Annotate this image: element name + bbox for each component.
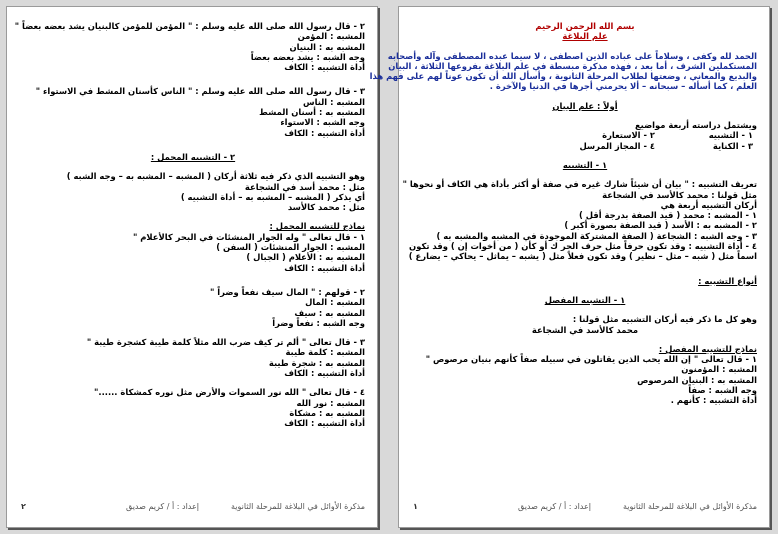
text-line: أي يذكر ( المشبه – المشبه به – أداة التشبيه ) (180, 191, 365, 202)
text-line: ويشتمل دراسته أربعة مواضيع (634, 120, 757, 131)
text-line: وهو كل ما ذكر فيه أركان التشبيه مثل قولنا : (572, 314, 757, 325)
text-line: ١ - قال تعالى " إن الله يحب الذين يقاتلون في سبيله صفاً كأنهم بنيان مرصوص " (425, 354, 757, 365)
footer-title: مذكرة الأوائل في البلاغة للمرحلة الثانوية (623, 501, 757, 511)
topics-list (413, 130, 757, 151)
text-line: ٢ - المشبه به : الأسد ( قيد الصفة بصورة أكبر ) (564, 220, 757, 231)
text-line: أداة التشبيه : الكاف (284, 368, 365, 379)
text-line: المشبه : كلمة طيبة (285, 347, 365, 358)
page-2-footer (21, 499, 365, 513)
topic-item: ٤ - المجاز المرسل (579, 140, 655, 151)
page-2-body (14, 21, 365, 493)
text-line: مثل : محمد أسد في الشجاعة (244, 181, 365, 192)
text-line: المشبه به : البنيان (289, 41, 365, 52)
text-line: ٣ - قال تعالى " ألم تر كيف ضرب الله مثلاً كلمة طيبة كشجرة طيبة " (86, 337, 365, 348)
subheading: نماذج للتشبيه المفصل : (658, 343, 757, 354)
text-line: مثل : محمد كالأسد (287, 202, 365, 213)
text-line: المشبه : نور الله (296, 397, 365, 408)
text-line: أركان التشبيه أربعة هي (660, 199, 757, 210)
text-line: أداة التشبيه : الكاف (284, 418, 365, 429)
footer-author: إعداد : أ / كريم صديق (518, 501, 592, 511)
footer-title: مذكرة الأوائل في البلاغة للمرحلة الثانوية (231, 501, 365, 511)
text-line: محمد كالأسد في الشجاعة (531, 324, 639, 335)
page-number: ٢ (21, 501, 26, 511)
text-line: وجه الشبه : الاستواء (280, 117, 365, 128)
text-line: المشبه : المال (305, 297, 365, 308)
text-line: أداة التشبيه : كأنهم . (670, 395, 757, 406)
text-line: اسماً مثل ( شبه – مثل – نظير ) وقد تكون فعلاً مثل ( يشبه – يماثل – يحاكي – يضارع ) (408, 251, 757, 262)
text-line: المشبه به : شجرة طيبة (268, 357, 365, 368)
text-line: أداة التشبيه : الكاف (284, 62, 365, 73)
intro-line: المستكملين الشرف ، أما بعد ، فهذه مذكرة مبسطة في علم البلاغة بفروعها الثلاثة ، البيان (388, 60, 757, 71)
section-heading: ١ - التشبيه (562, 159, 608, 170)
text-line: أداة التشبيه : الكاف (284, 127, 365, 138)
text-line: ١ - المشبه : محمد ( قيد الصفة بدرجة أقل ) (579, 210, 757, 221)
topic-item: ١ - التشبيه (708, 130, 753, 141)
text-line: وجه الشبه : صفاً (688, 385, 757, 396)
text-line: وجه الشبه : يشد بعضه بعضاً (250, 51, 365, 62)
subject-title: علم البلاغة (562, 31, 608, 42)
section-heading: ١ - التشبيه المفصل (544, 294, 626, 305)
text-line: المشبه : المؤمن (297, 31, 365, 42)
text-line: المشبه : المؤمنون (681, 364, 757, 375)
text-line: ٢ - قولهم : " المال سيف نفعاً وضراً " (210, 286, 365, 297)
page-1-body (369, 21, 757, 493)
section-heading: أولاً : علم البيان (552, 100, 618, 111)
text-line: المشبه به : مشكاة (289, 407, 365, 418)
intro-line: الحمد لله وكفى ، وسلاماً على عباده الذين اصطفى ، لا سيما عبده المصطفى وآله وأصحابه (387, 50, 757, 61)
page-number: ١ (413, 501, 418, 511)
text-line: وجه الشبه : نفعاً وضراً (272, 317, 365, 328)
text-line: ٣ - وجه الشبه : الشجاعة ( الصفة المشتركة الموجودة في المشبه والمشبه به ) (436, 230, 757, 241)
text-line: أداة التشبيه : الكاف (284, 262, 365, 273)
document-page-1 (369, 6, 770, 528)
topic-item: ٢ - الاستعارة (602, 130, 655, 141)
text-line: المشبه به : البنيان المرصوص (637, 374, 757, 385)
text-line: تعريف التشبيه : " بيان أن شيئاً شارك غيره في صفة أو أكثر بأداة هي الكاف أو نحوها " (402, 179, 757, 190)
text-line: مثل قولنا : محمد كالأسد في الشجاعة (602, 189, 757, 200)
topic-item: ٣ - الكناية (712, 140, 753, 151)
page-1-footer (413, 499, 757, 513)
basmala: بسم الله الرحمن الرحيم (535, 21, 635, 31)
document-page-2 (6, 6, 378, 528)
footer-author: إعداد : أ / كريم صديق (126, 501, 200, 511)
text-line: ٤ - أداة التشبيه : وقد تكون حرفاً مثل حرف الجر ك أو كأن ( من أخوات إن ) وقد تكون (409, 241, 757, 252)
text-line: المشبه به : سيف (294, 307, 365, 318)
text-line: المشبه به : أسنان المشط (259, 107, 365, 118)
intro-line: العلم ، كما أسأله – سبحانه – ألا يحرمني أجرها في الدنيا والآخرة . (489, 81, 757, 92)
section-heading: ٢ - التشبيه المجمل : (150, 151, 236, 162)
text-line: ٢ - قال رسول الله صلى الله عليه وسلم : " المؤمن للمؤمن كالبنيان يشد بعضه بعضاً " (14, 21, 365, 31)
text-line: ١ - قال تعالى " وله الجوار المنشئات في البحر كالأعلام " (132, 231, 365, 242)
text-line: ٣ - قال رسول الله صلى الله عليه وسلم : " الناس كأسنان المشط في الاستواء " (35, 86, 365, 97)
text-line: المشبه به : الأعلام ( الجبال ) (246, 252, 365, 263)
subheading: نماذج للتشبيه المجمل : (269, 221, 365, 232)
section-heading: أنواع التشبيه : (698, 275, 757, 286)
text-line: ٤ - قال تعالى " الله نور السموات والأرض مثل نوره كمشكاة ......" (94, 387, 365, 398)
text-line: وهو التشبيه الذي ذكر فيه ثلاثة أركان ( المشبه – المشبه به – وجه الشبه ) (66, 171, 365, 182)
text-line: المشبه : الناس (303, 96, 365, 107)
intro-line: والبديع والمعاني ، وضعتها لطلاب المرحلة الثانوية ، وأسأل الله أن تكون عوناً لهم على فهم هذا (369, 71, 757, 82)
text-line: المشبه : الجوار المنشئات ( السفن ) (216, 242, 365, 253)
